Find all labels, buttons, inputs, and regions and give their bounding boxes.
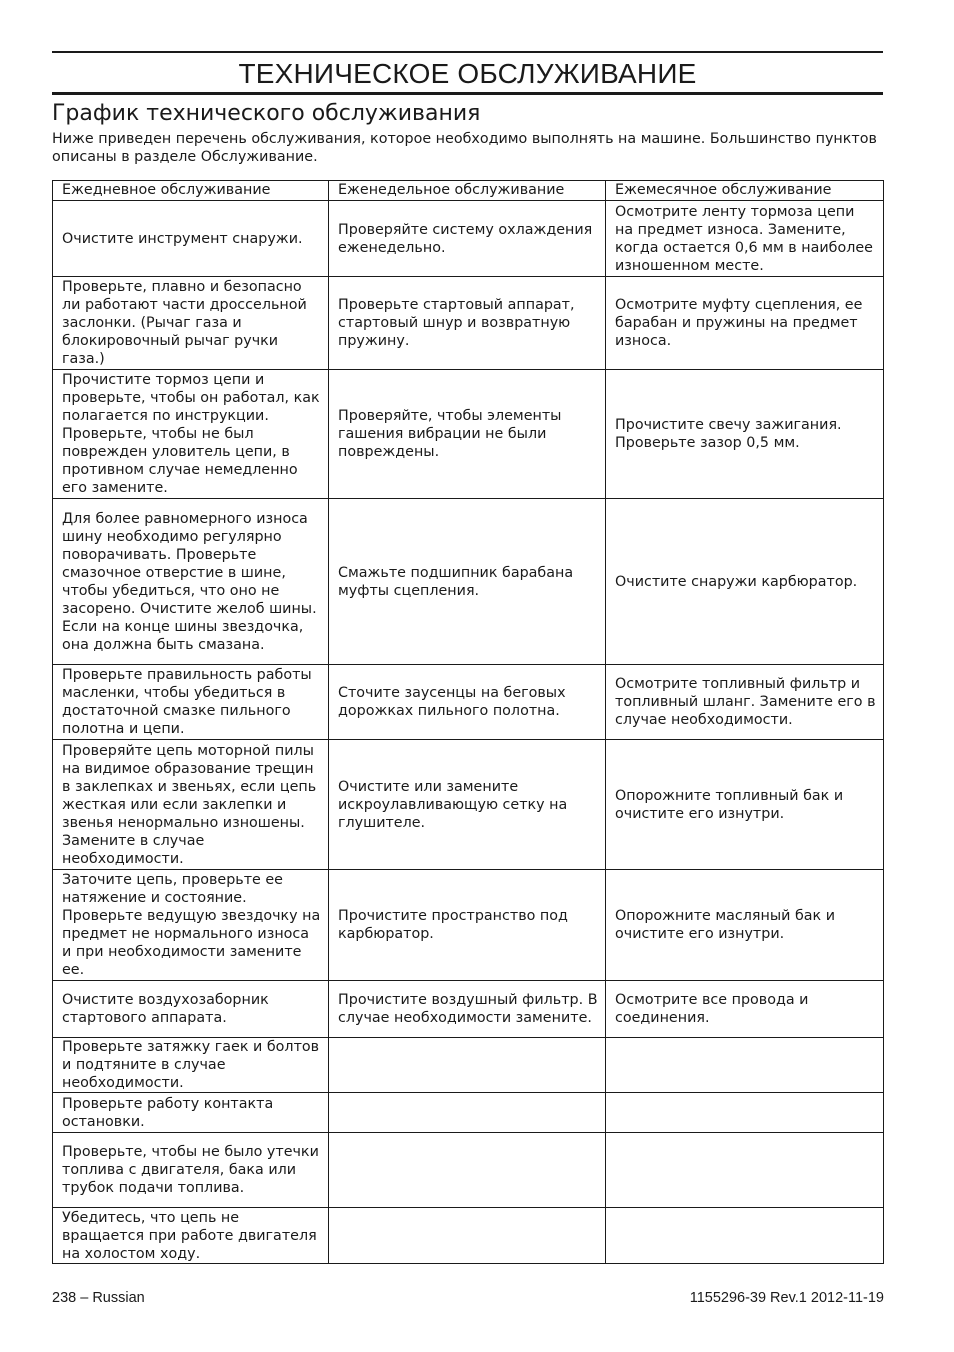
cell-weekly: Прочистите пространство под карбюратор. [329,870,606,981]
cell-weekly [329,1208,606,1264]
cell-daily: Проверьте работу контакта остановки. [53,1093,329,1133]
column-header-daily: Ежедневное обслуживание [53,181,329,201]
cell-weekly: Очистите или замените искроулавливающую сетку на глушителе. [329,740,606,870]
column-header-weekly: Еженедельное обслуживание [329,181,606,201]
cell-daily: Проверьте, плавно и безопасно ли работают части дроссельной заслонки. (Рычаг газа и блокировочный рычаг ручки газа.) [53,277,329,370]
table-row [53,981,884,1038]
cell-daily: Проверьте правильность работы масленки, чтобы убедиться в достаточной смазке пильного полотна и цепи. [53,665,329,740]
table-row [53,1133,884,1208]
cell-weekly: Проверьте стартовый аппарат, стартовый шнур и возвратную пружину. [329,277,606,370]
document-reference: 1155296-39 Rev.1 2012-11-19 [689,1290,884,1306]
cell-daily: Для более равномерного износа шину необходимо регулярно поворачивать. Проверьте смазочное отверстие в шине, чтобы убедиться, что оно не засорено. Очистите желоб шины. Если на конце шины звездочка, она должна быть смазана. [53,499,329,665]
cell-monthly: Очистите снаружи карбюратор. [606,499,884,665]
cell-weekly [329,1038,606,1093]
cell-weekly: Сточите заусенцы на беговых дорожках пильного полотна. [329,665,606,740]
cell-weekly: Проверяйте, чтобы элементы гашения вибрации не были повреждены. [329,370,606,499]
table-row [53,1093,884,1133]
cell-daily: Прочистите тормоз цепи и проверьте, чтобы он работал, как полагается по инструкции. Проверьте, чтобы не был поврежден уловитель цепи, в противном случае немедленно его замените. [53,370,329,499]
cell-monthly: Опорожните топливный бак и очистите его изнутри. [606,740,884,870]
cell-weekly [329,1133,606,1208]
cell-monthly [606,1133,884,1208]
table-row [53,1038,884,1093]
cell-monthly [606,1208,884,1264]
header-rule-top [52,51,883,53]
cell-monthly: Прочистите свечу зажигания. Проверьте зазор 0,5 мм. [606,370,884,499]
table-row [53,277,884,370]
cell-monthly: Осмотрите все провода и соединения. [606,981,884,1038]
intro-paragraph: Ниже приведен перечень обслуживания, которое необходимо выполнять на машине. Большинство пунктов описаны в разделе Обслуживание. [52,131,877,165]
cell-monthly [606,1093,884,1133]
cell-weekly [329,1093,606,1133]
section-title: ТЕХНИЧЕСКОЕ ОБСЛУЖИВАНИЕ [238,58,697,89]
cell-weekly: Смажьте подшипник барабана муфты сцепления. [329,499,606,665]
header-rule-bottom [52,92,883,95]
table-row [53,1208,884,1264]
cell-weekly: Проверяйте систему охлаждения еженедельно. [329,201,606,277]
cell-monthly: Осмотрите топливный фильтр и топливный шланг. Замените его в случае необходимости. [606,665,884,740]
cell-daily: Очистите инструмент снаружи. [53,201,329,277]
maintenance-schedule-table [52,180,884,1264]
cell-daily: Проверьте затяжку гаек и болтов и подтяните в случае необходимости. [53,1038,329,1093]
cell-monthly: Осмотрите ленту тормоза цепи на предмет износа. Замените, когда остается 0,6 мм в наиболее изношенном месте. [606,201,884,277]
table-row [53,201,884,277]
cell-daily: Проверяйте цепь моторной пилы на видимое образование трещин в заклепках и звеньях, если цепь жесткая или если заклепки и звенья ненормально изношены. Замените в случае необходимости. [53,740,329,870]
cell-daily: Убедитесь, что цепь не вращается при работе двигателя на холостом ходу. [53,1208,329,1264]
page-number: 238 – Russian [52,1290,145,1306]
table-row [53,665,884,740]
cell-monthly: Опорожните масляный бак и очистите его изнутри. [606,870,884,981]
page-subtitle: График технического обслуживания [52,101,481,126]
table-header-row [53,181,884,201]
cell-daily: Проверьте, чтобы не было утечки топлива с двигателя, бака или трубок подачи топлива. [53,1133,329,1208]
table-row [53,499,884,665]
cell-weekly: Прочистите воздушный фильтр. В случае необходимости замените. [329,981,606,1038]
cell-monthly: Осмотрите муфту сцепления, ее барабан и пружины на предмет износа. [606,277,884,370]
table-row [53,870,884,981]
cell-daily: Заточите цепь, проверьте ее натяжение и состояние. Проверьте ведущую звездочку на предмет не нормального износа и при необходимости замените ее. [53,870,329,981]
table-row [53,370,884,499]
cell-daily: Очистите воздухозаборник стартового аппарата. [53,981,329,1038]
column-header-monthly: Ежемесячное обслуживание [606,181,884,201]
table-row [53,740,884,870]
cell-monthly [606,1038,884,1093]
